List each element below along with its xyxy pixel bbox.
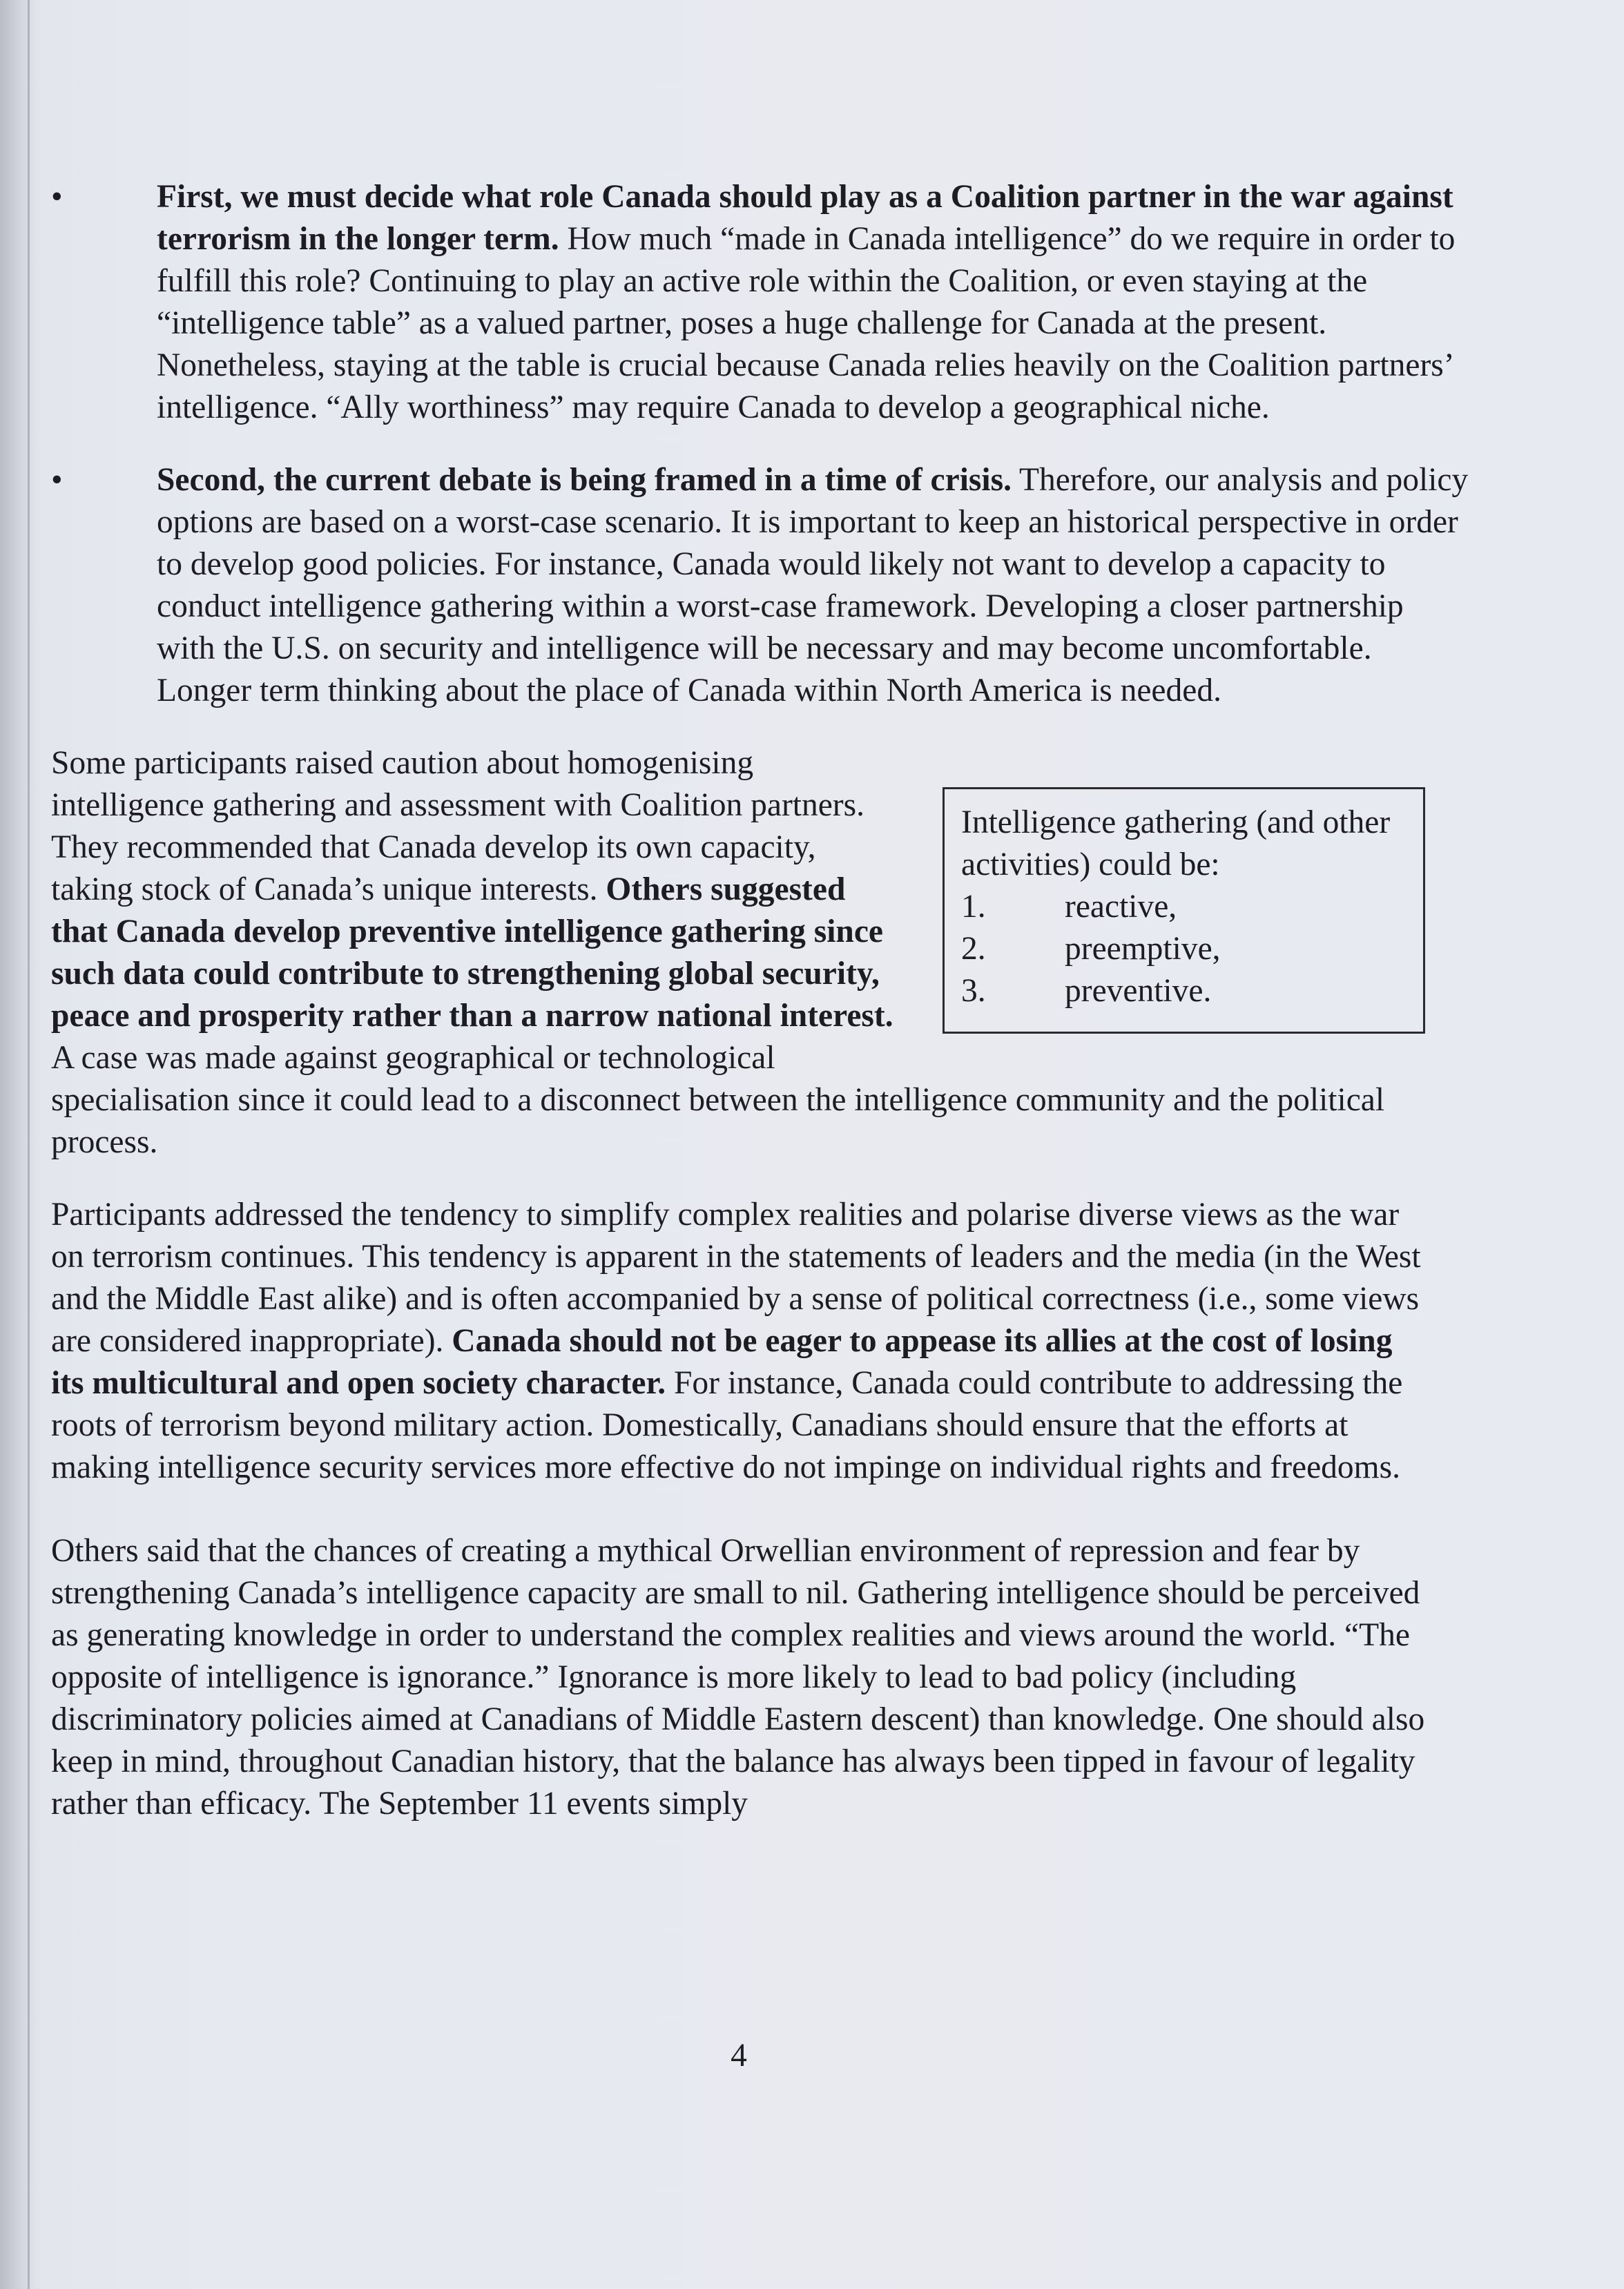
bullet-paragraph [157,459,1469,712]
page-number: 4 [731,2038,747,2074]
bullet-icon: • [51,179,63,215]
sidebox-intro: Intelligence gathering (and other activities) could be: [961,804,1391,882]
list-label: reactive, [1065,889,1177,925]
bullet-icon: • [51,462,63,498]
list-number: 3. [961,973,986,1009]
bullet-paragraph [157,176,1469,429]
bullet-bold-lead: First, we must decide what role Canada should play as a Coalition partner in the war against terrorism in the longer term. [157,179,1453,257]
paragraph-text: Some participants raised caution about homogenising intelligence gathering and assessment with Coalition partners. They recommended that Canada develop its own capacity, taking stock of Canada’s unique interests. [51,745,864,907]
paragraph-text: Participants addressed the tendency to simplify complex realities and polarise diverse views as the war on terrorism continues. This tendency is apparent in the statements of leaders and the media (in the West and the Middle East alike) and is often accompanied by a sense of political correctness (i.e., some views are considered inappropriate). [51,1197,1421,1359]
bullet-text: Therefore, our analysis and policy options are based on a worst-case scenario. It is important to keep an historical perspective in order to develop good policies. For instance, Canada would likely not want to develop a capacity to conduct intelligence gathering within a worst-case framework. Developing a closer partnership with the U.S. on security and intelligence will be necessary and may become uncomfortable. Longer term thinking about the place of Canada within North America is needed. [157,462,1469,708]
paragraph-orwellian: Others said that the chances of creating a mythical Orwellian environment of repression and fear by strengthening Canada’s intelligence capacity are small to nil. Gathering intelligence should be perceived as generating knowledge in order to understand the complex realities and views around the world. “The opposite of intelligence is ignorance.” Ignorance is more likely to lead to bad policy (including discriminatory policies aimed at Canadians of Middle Eastern descent) than knowledge. One should also keep in mind, throughout Canadian history, that the balance has always been tipped in favour of legality rather than efficacy. The September 11 events simply [51,1533,1425,1822]
binding-edge [28,0,30,2289]
list-label: preventive. [1065,973,1212,1009]
bullet-bold-lead: Second, the current debate is being framed in a time of crisis. [157,462,1012,498]
sidebox-list-item [961,928,1406,970]
bullet-item-second [51,459,1469,712]
bullet-item-first [51,176,1469,429]
paragraph-text: A case was made against geographical or technological specialisation since it could lead to a disconnect between the intelligence community and the political process. [51,1040,1385,1160]
paragraph-bold: Canada should not be eager to appease its allies at the cost of losing its multicultural and open society character. [51,1323,1393,1401]
intelligence-types-box [942,787,1425,1034]
sidebox-list-item [961,886,1406,928]
paragraph-with-sidebox [51,742,1425,1163]
document-body [51,176,1469,1855]
list-number: 1. [961,889,986,925]
paragraph-bold: Others suggested that Canada develop preventive intelligence gathering since such data could contribute to strengthening global security, peace and prosperity rather than a narrow national interest. [51,871,893,1034]
bullet-text: How much “made in Canada intelligence” do we require in order to fulfill this role? Continuing to play an active role within the Coalition, or even staying at the “intelligence table” as a valued partner, poses a huge challenge for Canada at the present. Nonetheless, staying at the table is crucial because Canada relies heavily on the Coalition partners’ intelligence. “Ally worthiness” may require Canada to develop a geographical niche. [157,221,1456,425]
list-label: preemptive, [1065,931,1221,967]
paragraph-polarisation [51,1194,1425,1489]
paragraph-text: For instance, Canada could contribute to addressing the roots of terrorism beyond military action. Domestically, Canadians should ensure that the efforts at making intelligence security services more effective do not impinge on individual rights and freedoms. [51,1365,1403,1485]
sidebox-list-item [961,970,1406,1012]
list-number: 2. [961,931,986,967]
